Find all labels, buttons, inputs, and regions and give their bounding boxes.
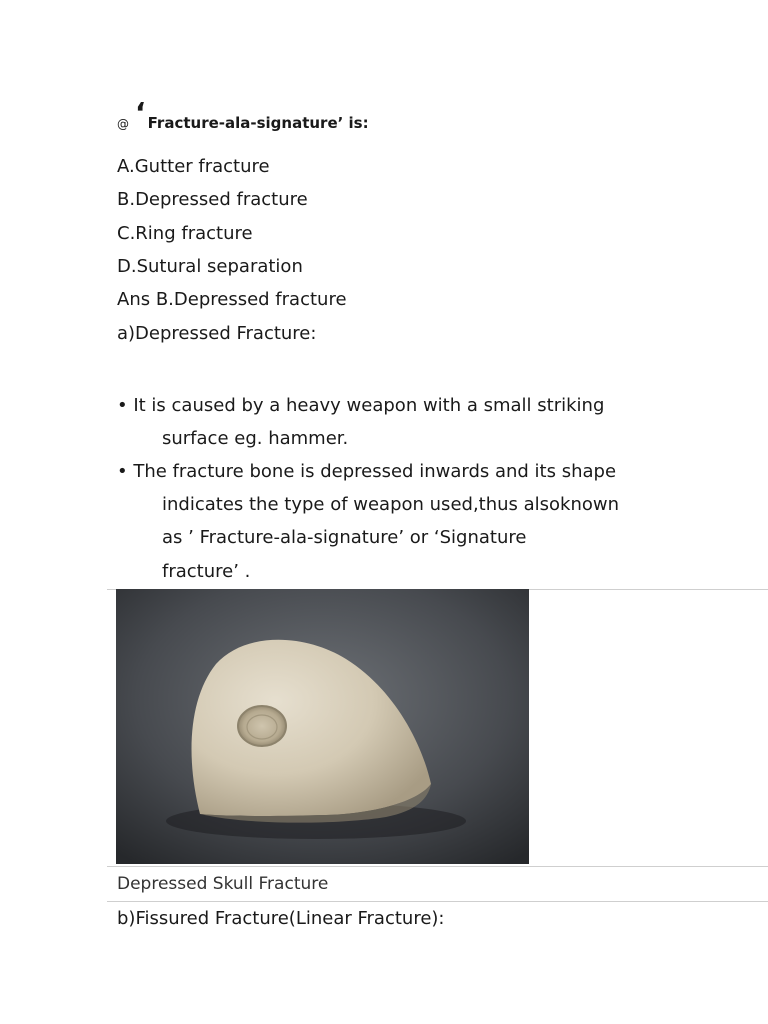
skull-fracture-photo [116,589,529,864]
option-d: D.Sutural separation [117,256,303,277]
option-a: A.Gutter fracture [117,156,270,177]
bullet-2-line-2: indicates the type of weapon used,thus alsoknown [162,494,620,515]
option-b: B.Depressed fracture [117,189,308,210]
bullet-1-line-2: surface eg. hammer. [162,428,349,449]
question-title: Fracture-ala-signature’ is: [147,114,369,132]
option-c: C.Ring fracture [117,223,253,244]
bullet-2-line-1: • The fracture bone is depressed inwards and its shape [117,461,617,482]
section-a-heading: a)Depressed Fracture: [117,323,317,344]
section-b-heading: b)Fissured Fracture(Linear Fracture): [117,908,445,929]
answer-line: Ans B.Depressed fracture [117,289,347,310]
figure-caption: Depressed Skull Fracture [117,874,329,894]
divider-middle [107,866,768,867]
bullet-1-line-1: • It is caused by a heavy weapon with a small striking [117,395,605,416]
divider-bottom [107,901,768,902]
bullet-2-line-4: fracture’ . [162,561,251,582]
quote-mark: ‘ [135,96,146,129]
at-symbol: @ [117,117,129,131]
question-line [117,96,369,132]
bullet-2-line-3: as ’ Fracture-ala-signature’ or ‘Signature [162,527,527,548]
